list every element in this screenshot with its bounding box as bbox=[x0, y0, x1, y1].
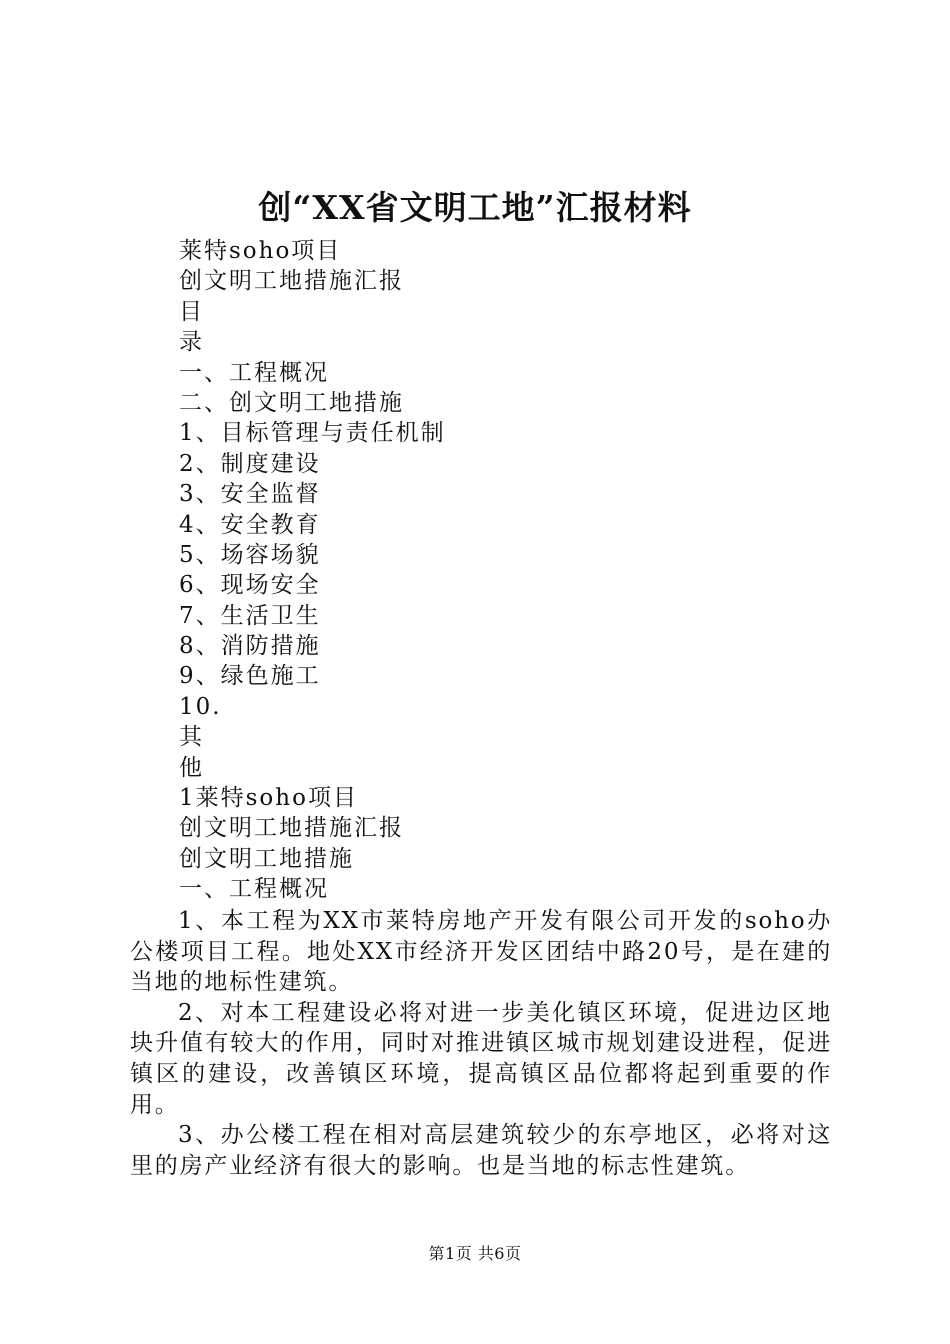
text-line: 10. bbox=[179, 693, 222, 720]
text-line: 2、制度建设 bbox=[179, 450, 321, 477]
text-line: 一、工程概况 bbox=[179, 876, 329, 903]
text-line: 6、现场安全 bbox=[179, 572, 321, 599]
body-paragraph: 2、对本工程建设必将对进一步美化镇区环境，促进边区地块升值有较大的作用，同时对推进镇区城市规划建设进程，促进镇区的建设，改善镇区环境，提高镇区品位都将起到重要的作用。 bbox=[130, 999, 832, 1118]
body-paragraph: 3、办公楼工程在相对高层建筑较少的东亭地区，必将对这里的房产业经济有很大的影响。也是当地的标志性建筑。 bbox=[130, 1122, 832, 1179]
text-line: 5、场容场貌 bbox=[179, 541, 321, 568]
text-line: 他 bbox=[179, 754, 204, 781]
body-paragraph: 1、本工程为XX市莱特房地产开发有限公司开发的soho办公楼项目工程。地处XX市经济开发区团结中路20号，是在建的当地的地标性建筑。 bbox=[130, 908, 832, 996]
text-line: 8、消防措施 bbox=[179, 633, 321, 660]
text-line: 创文明工地措施 bbox=[179, 845, 354, 872]
page-footer: 第1页 共6页 bbox=[428, 1244, 522, 1263]
text-line: 目 bbox=[179, 298, 204, 325]
contents-lines bbox=[179, 236, 839, 905]
text-line: 7、生活卫生 bbox=[179, 602, 321, 629]
document-title: 创“XX省文明工地”汇报材料 bbox=[258, 188, 692, 227]
text-line: 二、创文明工地措施 bbox=[179, 389, 404, 416]
text-line: 莱特soho项目 bbox=[179, 238, 342, 264]
text-line: 创文明工地措施汇报 bbox=[179, 268, 404, 295]
text-line: 1莱特soho项目 bbox=[179, 785, 358, 812]
text-line: 3、安全监督 bbox=[179, 481, 321, 508]
text-line: 一、工程概况 bbox=[179, 359, 329, 386]
text-line: 9、绿色施工 bbox=[179, 663, 321, 690]
body-paragraphs bbox=[130, 906, 832, 1181]
text-line: 1、目标管理与责任机制 bbox=[179, 420, 446, 447]
text-line: 创文明工地措施汇报 bbox=[179, 815, 404, 842]
text-line: 其 bbox=[179, 724, 204, 751]
text-line: 4、安全教育 bbox=[179, 511, 321, 538]
text-line: 录 bbox=[179, 329, 204, 356]
